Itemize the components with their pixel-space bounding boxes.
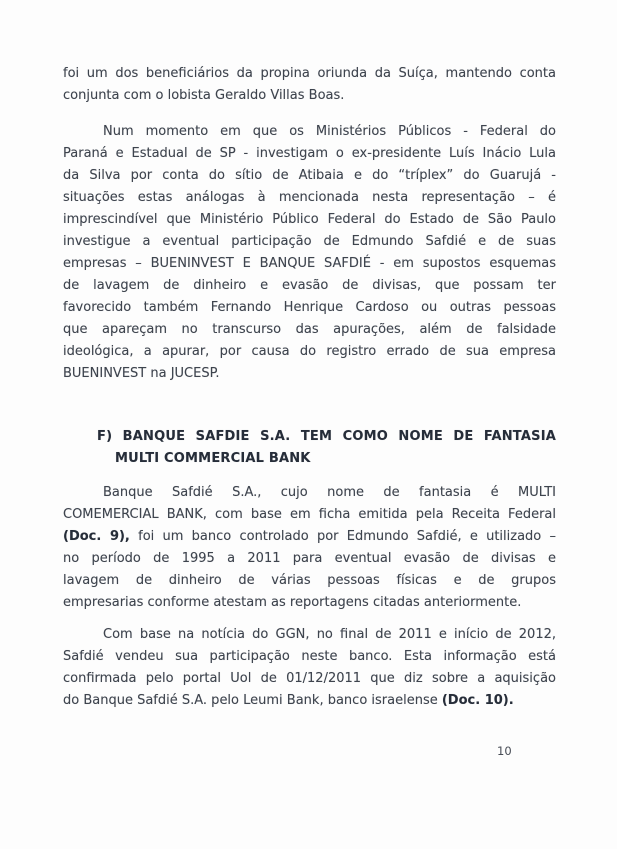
text-segment: Com base na notícia do GGN, no final de 2011 e início de 2012,	[103, 627, 556, 642]
text-segment: que apareçam no transcurso das apurações, além de falsidade	[63, 322, 556, 337]
text-line	[63, 209, 556, 231]
bold-text-segment: (Doc. 10).	[441, 693, 514, 708]
text-segment: lavagem de dinheiro de várias pessoas físicas e de grupos	[63, 573, 556, 588]
text-line	[63, 363, 556, 385]
text-line	[63, 624, 556, 646]
text-segment: favorecido também Fernando Henrique Cardoso ou outras pessoas	[63, 300, 556, 315]
paragraph-banque-safdie	[63, 482, 556, 614]
text-line	[63, 341, 556, 363]
text-line	[63, 690, 556, 712]
text-line	[63, 319, 556, 341]
text-line	[63, 592, 556, 614]
text-segment: foi um banco controlado por Edmundo Safdié, e utilizado –	[129, 529, 556, 544]
paragraph-ministerios-publicos	[63, 121, 556, 385]
text-line	[63, 548, 556, 570]
text-segment: do Banque Safdié S.A. pelo Leumi Bank, banco israelense	[63, 693, 442, 708]
bold-text-segment: F) BANQUE SAFDIE S.A. TEM COMO NOME DE FANTASIA	[97, 429, 556, 444]
text-line	[63, 297, 556, 319]
text-line	[63, 165, 556, 187]
text-line	[63, 570, 556, 592]
paragraph-ggn-noticia	[63, 624, 556, 712]
text-segment: BUENINVEST na JUCESP.	[63, 366, 220, 381]
text-segment: da Silva por conta do sítio de Atibaia e do “tríplex” do Guarujá -	[63, 168, 556, 183]
text-segment: COMEMERCIAL BANK, com base em ficha emitida pela Receita Federal	[63, 507, 556, 522]
text-segment: situações estas análogas à mencionada nesta representação – é	[63, 190, 556, 205]
text-column	[63, 63, 556, 712]
text-segment: Num momento em que os Ministérios Públicos - Federal do	[103, 124, 556, 139]
text-segment: ideológica, a apurar, por causa do registro errado de sua empresa	[63, 344, 556, 359]
text-segment: empresarias conforme atestam as reportagens citadas anteriormente.	[63, 595, 522, 610]
paragraph-beneficiarios	[63, 63, 556, 107]
text-segment: investigue a eventual participação de Edmundo Safdié e de suas	[63, 234, 556, 249]
text-line	[63, 668, 556, 690]
bold-text-segment: (Doc. 9),	[63, 529, 130, 544]
text-line	[63, 231, 556, 253]
text-segment: empresas – BUENINVEST E BANQUE SAFDIÉ - em supostos esquemas	[63, 256, 556, 271]
text-line	[63, 504, 556, 526]
text-line	[63, 646, 556, 668]
text-line	[63, 143, 556, 165]
bold-text-segment: MULTI COMMERCIAL BANK	[115, 451, 311, 466]
text-line	[63, 526, 556, 548]
text-segment: Banque Safdié S.A., cujo nome de fantasia é MULTI	[103, 485, 556, 500]
text-line	[97, 448, 556, 470]
text-line	[63, 63, 556, 85]
text-segment: de lavagem de dinheiro e evasão de divisas, que possam ter	[63, 278, 556, 293]
text-segment: Safdié vendeu sua participação neste banco. Esta informação está	[63, 649, 556, 664]
text-segment: conjunta com o lobista Geraldo Villas Boas.	[63, 88, 345, 103]
text-line	[63, 121, 556, 143]
text-line	[63, 253, 556, 275]
text-line	[97, 426, 556, 448]
text-line	[63, 482, 556, 504]
text-segment: Paraná e Estadual de SP - investigam o ex-presidente Luís Inácio Lula	[63, 146, 556, 161]
text-segment: imprescindível que Ministério Público Federal do Estado de São Paulo	[63, 212, 556, 227]
text-segment: confirmada pelo portal Uol de 01/12/2011 que diz sobre a aquisição	[63, 671, 556, 686]
text-line	[63, 275, 556, 297]
text-segment: no período de 1995 a 2011 para eventual evasão de divisas e	[63, 551, 556, 566]
text-segment: foi um dos beneficiários da propina oriunda da Suíça, mantendo conta	[63, 66, 556, 81]
text-line	[63, 85, 556, 107]
text-line	[63, 187, 556, 209]
section-heading-f	[97, 426, 556, 470]
page-number: 10	[497, 744, 512, 758]
